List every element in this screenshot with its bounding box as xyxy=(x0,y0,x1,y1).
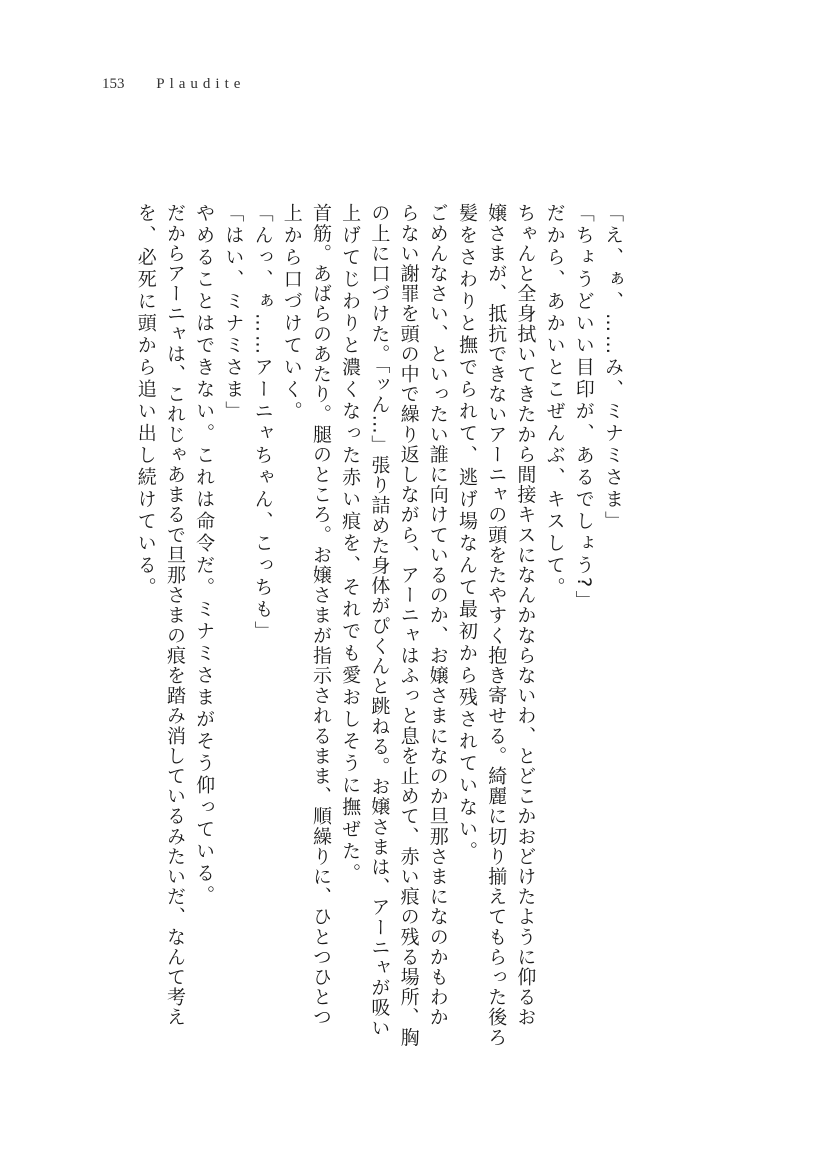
text-column: 「え、ぁ、……み、ミナミさま」 xyxy=(602,203,624,533)
running-header xyxy=(102,76,245,93)
text-column: ちゃんと全身拭いてきたから間接キスになんかならないわ、とどこかおどけたように仰るお xyxy=(514,203,537,1028)
page-number: 153 xyxy=(102,76,125,92)
text-column: 「んっ、ぁ……アーニャちゃん、こっちも」 xyxy=(251,203,274,643)
body-text xyxy=(131,203,627,1083)
text-column: だから、あかいとこぜんぶ、キスして。 xyxy=(543,203,566,599)
text-column: やめることはできない。これは命令だ。ミナミさまがそう仰っている。 xyxy=(193,203,216,907)
text-column: 首筋。あばらのあたり。腿のところ。お嬢さまが指示されるまま、順繰りに、ひとつひとつ xyxy=(309,203,332,1028)
text-column: 嬢さまが、抵抗できないアーニャの頭をたやすく抱き寄せる。綺麗に切り揃えてもらった後ろ xyxy=(485,203,508,1048)
text-column: らない謝罪を頭の中で繰り返しながら、アーニャはふっと息を止めて、赤い痕の残る場所、胸 xyxy=(397,203,420,1048)
text-column: 上から口づけていく。 xyxy=(280,203,303,423)
running-title: Plaudite xyxy=(156,76,246,92)
text-column: 「ちょうどいい目印が、あるでしょう?」 xyxy=(572,203,595,613)
text-column: ごめんなさい、といったい誰に向けているのか、お嬢さまになのか旦那さまになのかもわか xyxy=(426,203,449,1028)
text-column: 上げてじわりと濃くなった赤い痕を、それでも愛おしそうに撫ぜた。 xyxy=(339,203,362,885)
text-column: を、必死に頭から追い出し続けている。 xyxy=(134,203,157,599)
text-column: だからアーニャは、これじゃあまるで旦那さまの痕を踏み消しているみたいだ、なんて考え xyxy=(163,203,186,1028)
text-column: 「はい、ミナミさま」 xyxy=(222,203,245,423)
text-column: の上に口づけた。「ッん…」張り詰めた身体がぴくんと跳ねる。お嬢さまは、アーニャが吸い xyxy=(368,203,391,1038)
text-column: 髪をさわりと撫でられて、逃げ場なんて最初から残されていない。 xyxy=(455,203,478,863)
